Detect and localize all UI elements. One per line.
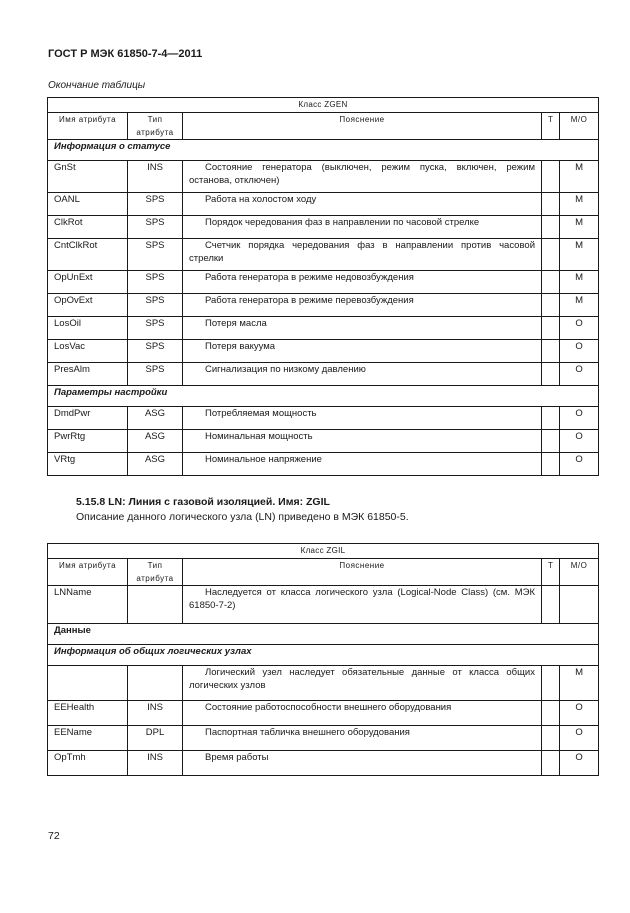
attribute-description: Время работы <box>183 751 542 776</box>
attribute-t <box>542 161 560 193</box>
attribute-mo: O <box>560 701 599 726</box>
attribute-name: VRtg <box>48 453 128 476</box>
page-number: 72 <box>48 830 60 842</box>
attribute-description: Потеря вакуума <box>183 340 542 363</box>
table-row <box>48 751 599 776</box>
attribute-mo: O <box>560 340 599 363</box>
attribute-t <box>542 407 560 430</box>
attribute-description: Счетчик порядка чередования фаз в направлении против часовой стрелки <box>183 239 542 271</box>
table-row <box>48 239 599 271</box>
zgil-attribute-table <box>47 543 599 776</box>
column-header-name: Имя атрибута <box>48 113 128 140</box>
attribute-type: SPS <box>128 294 183 317</box>
attribute-mo: O <box>560 430 599 453</box>
attribute-name <box>48 666 128 701</box>
attribute-mo: M <box>560 161 599 193</box>
table-title: Класс ZGEN <box>48 98 599 113</box>
attribute-t <box>542 666 560 701</box>
table-row <box>48 340 599 363</box>
attribute-t <box>542 430 560 453</box>
attribute-t <box>542 363 560 386</box>
attribute-type: DPL <box>128 726 183 751</box>
attribute-name: PwrRtg <box>48 430 128 453</box>
attribute-type <box>128 666 183 701</box>
attribute-mo: M <box>560 294 599 317</box>
table-row <box>48 193 599 216</box>
attribute-t <box>542 239 560 271</box>
attribute-type: ASG <box>128 407 183 430</box>
attribute-t <box>542 701 560 726</box>
attribute-type: SPS <box>128 193 183 216</box>
attribute-t <box>542 317 560 340</box>
attribute-mo: M <box>560 239 599 271</box>
attribute-type: INS <box>128 701 183 726</box>
attribute-description: Состояние работоспособности внешнего оборудования <box>183 701 542 726</box>
attribute-name: EEHealth <box>48 701 128 726</box>
column-header-description: Пояснение <box>183 113 542 140</box>
attribute-description: Сигнализация по низкому давлению <box>183 363 542 386</box>
attribute-t <box>542 340 560 363</box>
attribute-mo: O <box>560 453 599 476</box>
attribute-description: Работа генератора в режиме недовозбуждения <box>183 271 542 294</box>
attribute-name: ClkRot <box>48 216 128 239</box>
attribute-mo <box>560 586 599 624</box>
attribute-type: SPS <box>128 271 183 294</box>
attribute-t <box>542 216 560 239</box>
attribute-type: SPS <box>128 317 183 340</box>
attribute-mo: O <box>560 751 599 776</box>
table-row <box>48 271 599 294</box>
table-continuation-caption: Окончание таблицы <box>48 80 146 91</box>
attribute-description: Потеря масла <box>183 317 542 340</box>
table-row <box>48 317 599 340</box>
attribute-description: Порядок чередования фаз в направлении по часовой стрелке <box>183 216 542 239</box>
attribute-mo: O <box>560 317 599 340</box>
attribute-t <box>542 453 560 476</box>
attribute-description: Работа на холостом ходу <box>183 193 542 216</box>
attribute-type: INS <box>128 751 183 776</box>
table-row <box>48 294 599 317</box>
attribute-type: SPS <box>128 216 183 239</box>
attribute-mo: O <box>560 363 599 386</box>
section-heading-status-info: Информация о статусе <box>48 140 599 161</box>
attribute-name: CntClkRot <box>48 239 128 271</box>
attribute-name: DmdPwr <box>48 407 128 430</box>
section-heading-data: Данные <box>48 624 599 645</box>
table-row <box>48 407 599 430</box>
attribute-name: LNName <box>48 586 128 624</box>
attribute-description: Номинальное напряжение <box>183 453 542 476</box>
document-header: ГОСТ Р МЭК 61850-7-4—2011 <box>48 48 203 60</box>
attribute-type: INS <box>128 161 183 193</box>
attribute-mo: M <box>560 666 599 701</box>
column-header-mo: M/O <box>560 559 599 586</box>
attribute-description: Паспортная табличка внешнего оборудования <box>183 726 542 751</box>
table-row <box>48 453 599 476</box>
attribute-name: PresAlm <box>48 363 128 386</box>
column-header-name: Имя атрибута <box>48 559 128 586</box>
section-description: Описание данного логического узла (LN) приведено в МЭК 61850-5. <box>76 511 409 523</box>
attribute-description: Номинальная мощность <box>183 430 542 453</box>
table-row <box>48 161 599 193</box>
attribute-name: GnSt <box>48 161 128 193</box>
attribute-type: ASG <box>128 430 183 453</box>
attribute-t <box>542 193 560 216</box>
section-heading-zgil: 5.15.8 LN: Линия с газовой изоляцией. Имя: ZGIL <box>76 496 330 508</box>
attribute-description: Наследуется от класса логического узла (Logical-Node Class) (см. МЭК 61850-7-2) <box>183 586 542 624</box>
attribute-description: Работа генератора в режиме перевозбуждения <box>183 294 542 317</box>
attribute-description: Логический узел наследует обязательные данные от класса общих логических узлов <box>183 666 542 701</box>
attribute-t <box>542 294 560 317</box>
attribute-mo: M <box>560 216 599 239</box>
attribute-mo: M <box>560 271 599 294</box>
attribute-type: SPS <box>128 340 183 363</box>
attribute-description: Состояние генератора (выключен, режим пуска, включен, режим останова, отключен) <box>183 161 542 193</box>
attribute-name: OpOvExt <box>48 294 128 317</box>
attribute-mo: O <box>560 726 599 751</box>
table-row <box>48 430 599 453</box>
attribute-name: OANL <box>48 193 128 216</box>
attribute-description: Потребляемая мощность <box>183 407 542 430</box>
table-row <box>48 216 599 239</box>
section-heading-common-ln-info: Информация об общих логических узлах <box>48 645 599 666</box>
table-row <box>48 701 599 726</box>
attribute-name: OpTmh <box>48 751 128 776</box>
attribute-name: OpUnExt <box>48 271 128 294</box>
attribute-name: EEName <box>48 726 128 751</box>
column-header-mo: M/O <box>560 113 599 140</box>
column-header-description: Пояснение <box>183 559 542 586</box>
attribute-type: SPS <box>128 239 183 271</box>
table-row <box>48 726 599 751</box>
column-header-type: Тип атрибута <box>128 113 183 140</box>
column-header-type: Тип атрибута <box>128 559 183 586</box>
section-heading-settings: Параметры настройки <box>48 386 599 407</box>
column-header-t: T <box>542 559 560 586</box>
zgen-attribute-table <box>47 97 599 476</box>
attribute-mo: M <box>560 193 599 216</box>
table-row <box>48 586 599 624</box>
attribute-name: LosVac <box>48 340 128 363</box>
attribute-t <box>542 726 560 751</box>
attribute-type: ASG <box>128 453 183 476</box>
attribute-mo: O <box>560 407 599 430</box>
table-row <box>48 666 599 701</box>
attribute-name: LosOil <box>48 317 128 340</box>
attribute-type: SPS <box>128 363 183 386</box>
attribute-t <box>542 271 560 294</box>
table-title: Класс ZGIL <box>48 544 599 559</box>
table-row <box>48 363 599 386</box>
attribute-t <box>542 751 560 776</box>
attribute-type <box>128 586 183 624</box>
attribute-t <box>542 586 560 624</box>
column-header-t: T <box>542 113 560 140</box>
